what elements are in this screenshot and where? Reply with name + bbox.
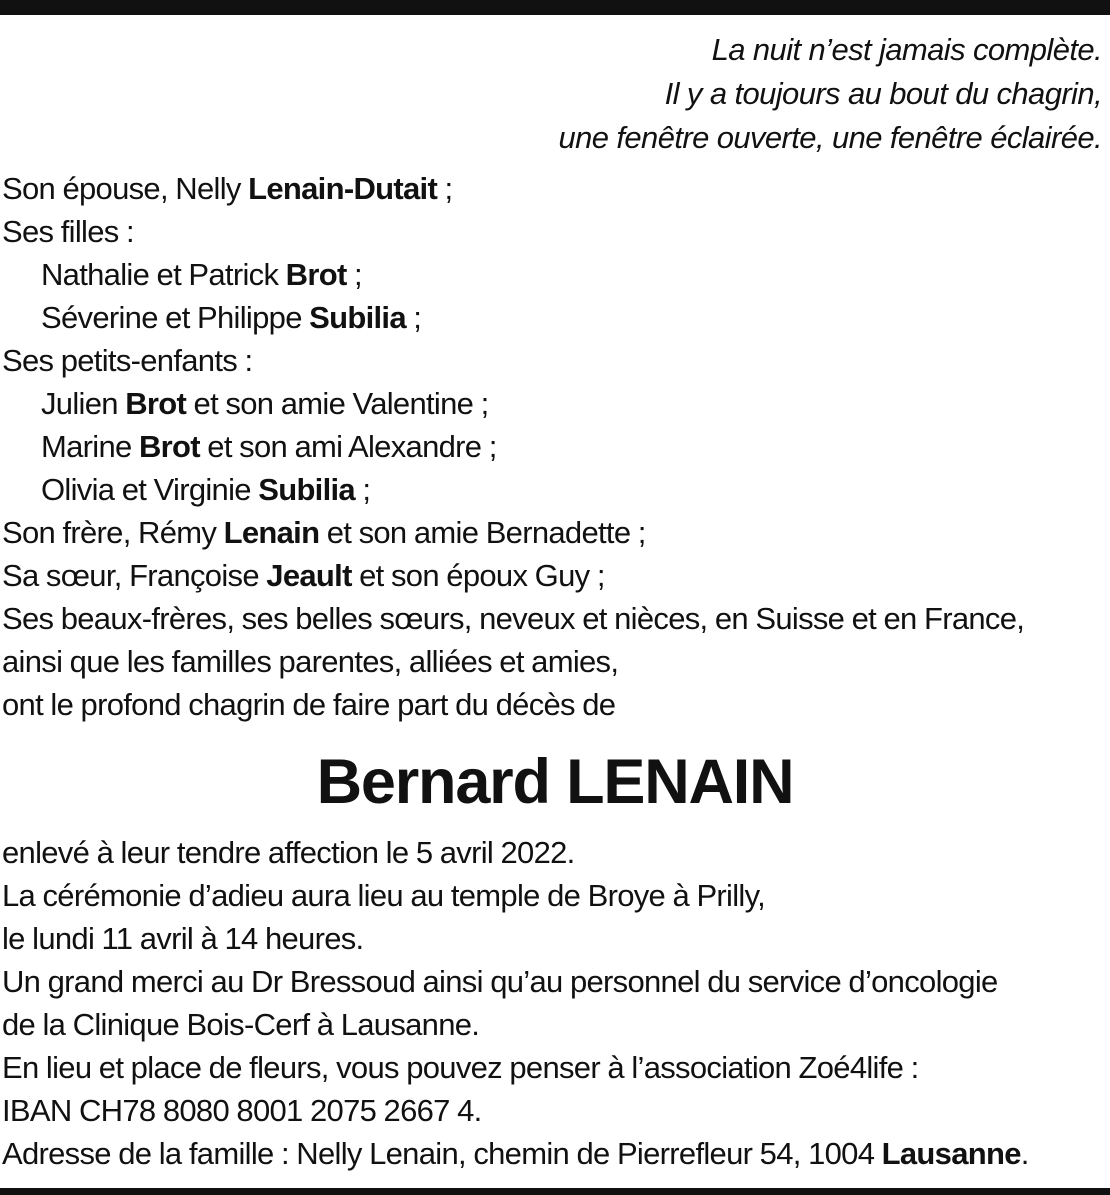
family-line: Ses petits-enfants : bbox=[2, 343, 253, 378]
details-line: Adresse de la famille : Nelly Lenain, chemin de Pierrefleur 54, 1004 Lausanne. bbox=[2, 1136, 1029, 1171]
family-line: Son épouse, Nelly Lenain-Dutait ; bbox=[2, 171, 453, 206]
family-line: Ses filles : bbox=[2, 214, 134, 249]
top-rule bbox=[0, 0, 1110, 15]
deceased-name: Bernard LENAIN bbox=[316, 747, 794, 817]
details-line: IBAN CH78 8080 8001 2075 2667 4. bbox=[2, 1093, 482, 1128]
details-line: de la Clinique Bois-Cerf à Lausanne. bbox=[2, 1007, 480, 1042]
family-list bbox=[2, 167, 1110, 726]
details-text bbox=[2, 831, 1110, 1175]
family-line: Olivia et Virginie Subilia ; bbox=[41, 472, 371, 507]
details-line: La cérémonie d’adieu aura lieu au temple de Broye à Prilly, bbox=[2, 878, 766, 913]
bottom-rule bbox=[0, 1188, 1110, 1195]
family-line: Son frère, Rémy Lenain et son amie Bernadette ; bbox=[2, 515, 646, 550]
family-line: Marine Brot et son ami Alexandre ; bbox=[41, 429, 497, 464]
family-line: ainsi que les familles parentes, alliées et amies, bbox=[2, 644, 619, 679]
details-line: Un grand merci au Dr Bressoud ainsi qu’au personnel du service d’oncologie bbox=[2, 964, 998, 999]
details-line: enlevé à leur tendre affection le 5 avril 2022. bbox=[2, 835, 575, 870]
epigraph-line: une fenêtre ouverte, une fenêtre éclairée. bbox=[558, 120, 1102, 155]
details-line: En lieu et place de fleurs, vous pouvez penser à l’association Zoé4life : bbox=[2, 1050, 919, 1085]
family-line: Nathalie et Patrick Brot ; bbox=[41, 257, 362, 292]
family-line: Ses beaux-frères, ses belles sœurs, neveux et nièces, en Suisse et en France, bbox=[2, 601, 1025, 636]
family-line: Julien Brot et son amie Valentine ; bbox=[41, 386, 489, 421]
epigraph-line: La nuit n’est jamais complète. bbox=[711, 32, 1102, 67]
epigraph-line: Il y a toujours au bout du chagrin, bbox=[664, 76, 1102, 111]
family-line: ont le profond chagrin de faire part du décès de bbox=[2, 687, 616, 722]
epigraph bbox=[558, 28, 1102, 160]
family-line: Séverine et Philippe Subilia ; bbox=[41, 300, 422, 335]
family-line: Sa sœur, Françoise Jeault et son époux Guy ; bbox=[2, 558, 605, 593]
details-line: le lundi 11 avril à 14 heures. bbox=[2, 921, 364, 956]
